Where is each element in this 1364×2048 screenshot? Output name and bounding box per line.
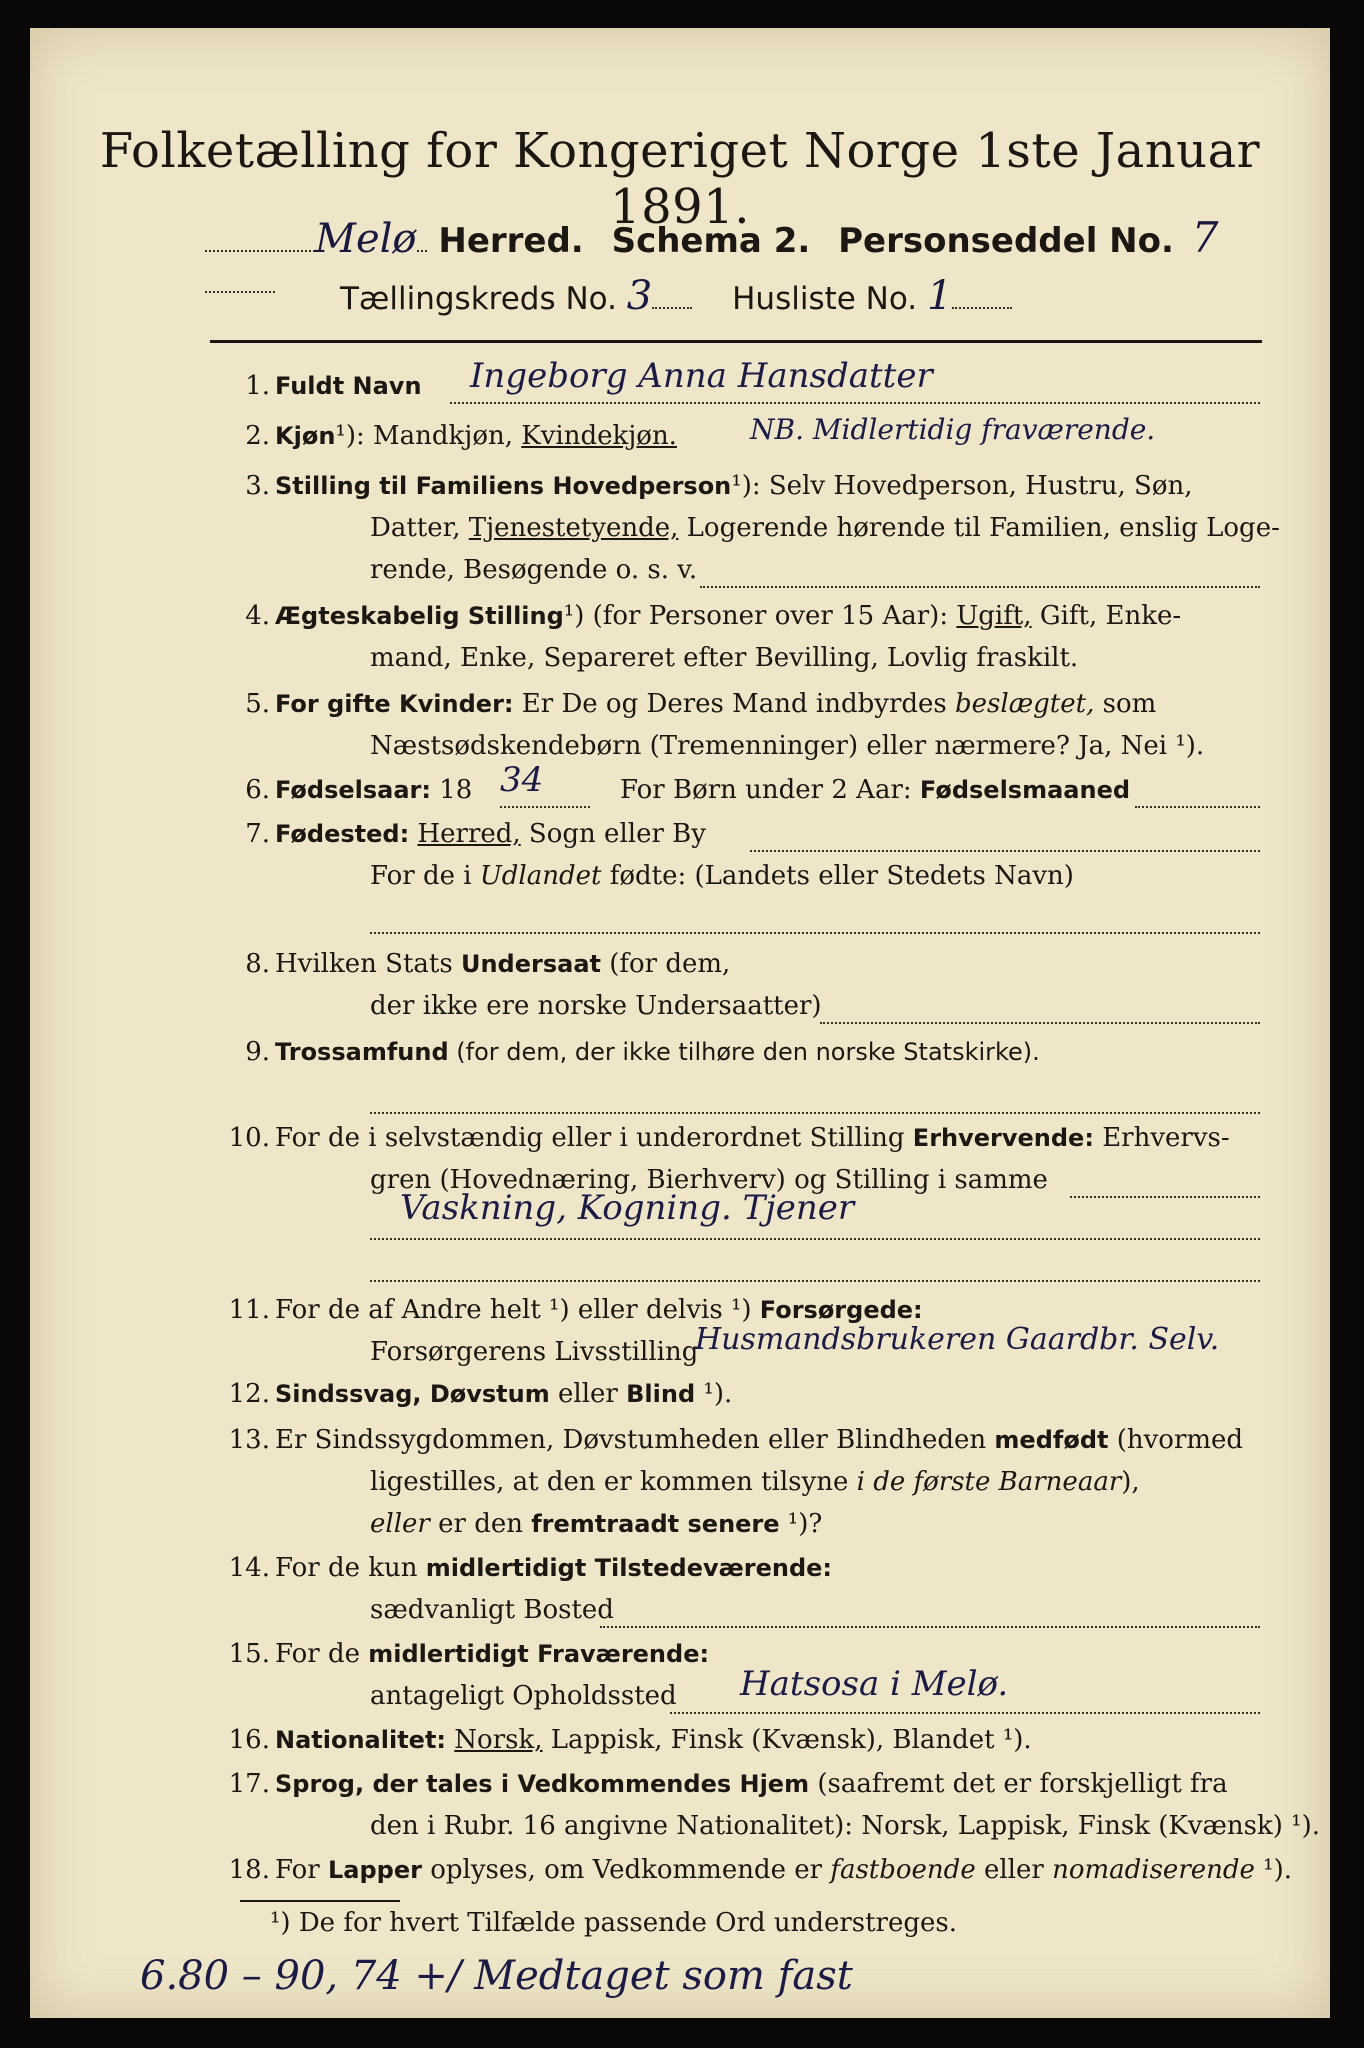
personseddel-no: 7 <box>1191 213 1219 262</box>
footnote: ¹) De for hvert Tilfælde passende Ord understreges. <box>270 1908 958 1938</box>
footnote-rule <box>240 1900 400 1902</box>
header-rule <box>210 340 1262 343</box>
personseddel-label: Personseddel No. <box>838 221 1174 261</box>
answer-note: NB. Midlertidig fraværende. <box>750 413 1156 446</box>
answer-birthyear: 34 <box>500 760 544 800</box>
husliste-label: Husliste No. <box>732 281 918 317</box>
herred-label: Herred. <box>438 221 584 261</box>
form-title: Folketælling for Kongeriget Norge 1ste Januar 1891. <box>99 123 1261 235</box>
kreds-label: Tællingskreds No. <box>340 281 617 317</box>
answer-residence: Hatsosa i Melø. <box>740 1664 1009 1704</box>
answer-provider: Husmandsbrukeren Gaardbr. Selv. <box>695 1322 1220 1357</box>
kreds-no: 3 <box>626 273 653 319</box>
schema-label: Schema 2. <box>611 221 811 261</box>
husliste-no: 1 <box>927 273 953 319</box>
header-line-1 <box>205 213 1275 273</box>
bottom-handwritten-note: 6.80 – 90, 74 +/ Medtaget som fast <box>140 1953 853 1999</box>
answer-name: Ingeborg Anna Hansdatter <box>470 356 933 396</box>
answer-occupation: Vaskning, Kogning. Tjener <box>400 1188 855 1228</box>
header-line-2 <box>340 273 1160 323</box>
census-form: Folketælling for Kongeriget Norge 1ste Januar 1891. Melø Herred. Schema 2. Personseddel No. 7 Tællingskreds No. 3 Husliste No. 1 1. Fuldt Navn Ingeborg Anna Hansdatter 2. Kjøn¹): Mandkjøn, Kvindekjøn. NB. Midlertidig fraværende. 3. Stilling til Familiens Hovedperson¹): Selv Hovedperson, Hustru, Søn, Datter, Tjenestetyende, Logerende hørende til Familien, enslig Loge- rende, Besøgende o. s. v. 4. Ægteskabelig Stilling¹) (for Personer over 15 Aar): Ugift, Gift, Enke- mand, Enke, Separeret efter Bevilling, Lovlig fraskilt. 5. For gifte Kvinder: Er De og Deres Mand indbyrdes beslægtet, som Næstsødskendebørn (Tremenninger) eller nærmere? Ja, Nei ¹). 6. Fødselsaar: 18 34 For Børn under 2 Aar: Fødselsmaaned 7. Fødested: Herred, Sogn eller By For de i Udlandet fødte: (Landets eller Stedets Navn) 8. Hvilken Stats Undersaat (for dem, der ikke ere norske Undersaatter) 9. Trossamfund (for dem, der ikke tilhøre den norske Statskirke). 10. For de i selvstændig eller i underordnet Stilling Erhvervende: Erhvervs- gren (Hovednæring, Bierhverv) og Stilling i samme Vaskning, Kogning. Tjener 11. For de af Andre helt ¹) eller delvis ¹) Forsørgede: Forsørgerens Livsstilling Husmandsbrukeren Gaardbr. Selv. 12. Sindssvag, Døvstum eller Blind ¹). 13. Er Sindssygdommen, Døvstumheden eller Blindheden medfødt (hvormed ligestilles, at den er kommen tilsyne i de første Barneaar), eller er den fremtraadt senere ¹)? 14. For de kun midlertidigt Tilstedeværende: sædvanligt Bosted 15. For de midlertidigt Fraværende: antageligt Opholdssted Hatsosa i Melø. 16. Nationalitet: Norsk, Lappisk, Finsk (Kvænsk), Blandet ¹). 17. Sprog, der tales i Vedkommendes Hjem (saafremt det er forskjelligt fra den i Rubr. 16 angivne Nationalitet): Norsk, Lappisk, Finsk (Kvænsk) ¹). 18. For Lapper oplyses, om Vedkommende er fastboende eller nomadiserende ¹). ¹) De for hvert Tilfælde passende Ord understreges. 6.80 – 90, 74 +/ Medtaget som fast <box>30 28 1330 2018</box>
herred-name: Melø <box>315 216 417 262</box>
